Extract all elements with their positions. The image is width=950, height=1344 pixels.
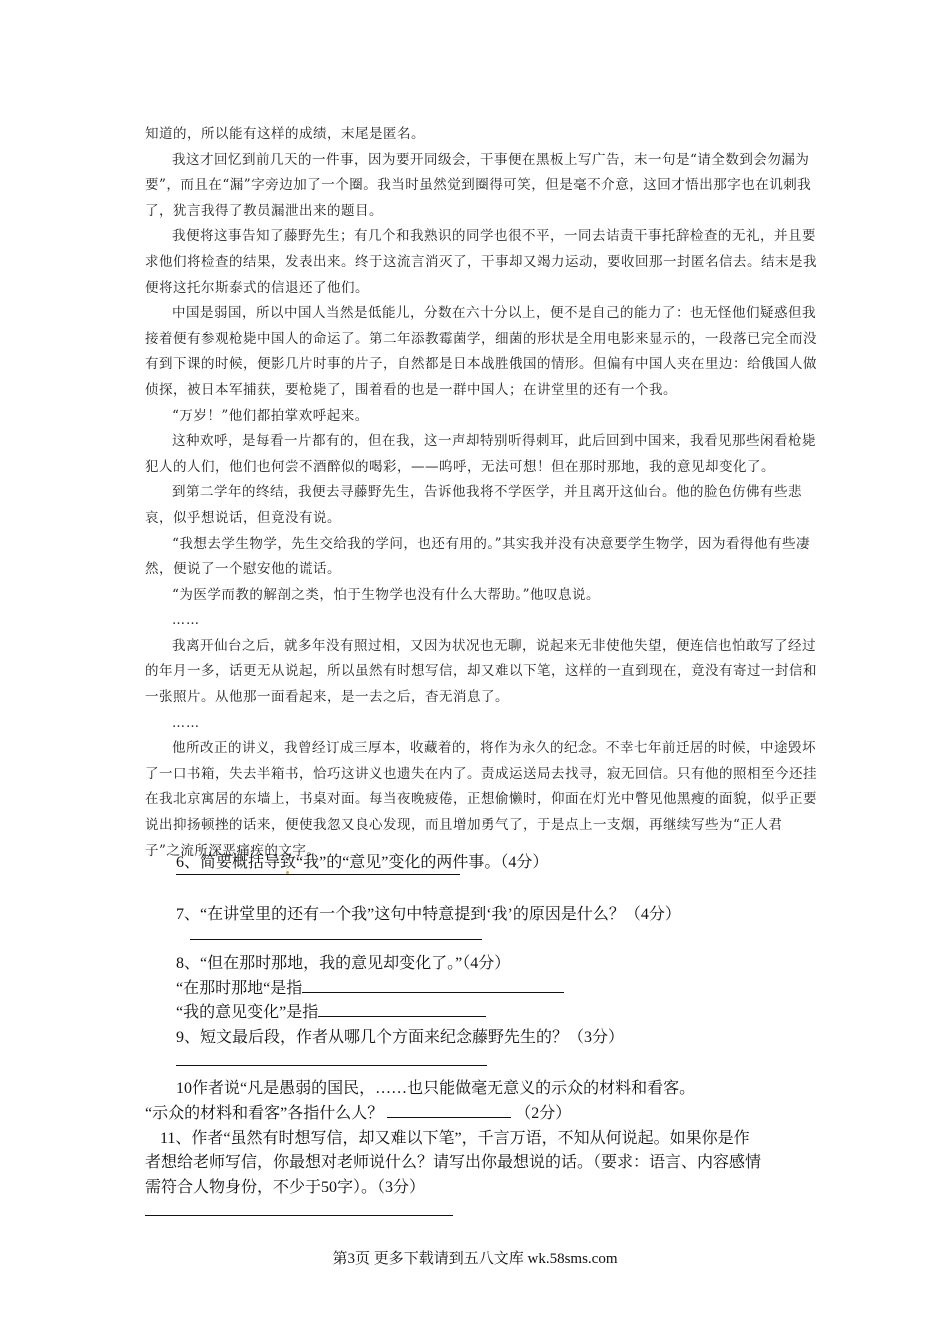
question-8b-text: “我的意见变化”是指 bbox=[176, 1004, 319, 1021]
answer-line-8b[interactable] bbox=[318, 1001, 486, 1017]
passage-paragraph: 中国是弱国，所以中国人当然是低能儿，分数在六十分以上，便不是自己的能力了：也无怪他们疑惑但我接着便有参观枪毙中国人的命运了。第二年添教霉菌学，细菌的形状是全用电影来显示的，一段落已完全而没有到下课的时候，便影几片时事的片子，自然都是日本战胜俄国的情形。但偏有中国人夹在里边：给俄国人做侦探，被日本军捕获，要枪毙了，围着看的也是一群中国人；在讲堂里的还有一个我。 bbox=[145, 305, 817, 398]
page-footer: 第3页 更多下载请到五八文库 wk.58sms.com bbox=[332, 1251, 618, 1267]
passage-paragraph: 这种欢呼，是每看一片都有的，但在我，这一声却特别听得刺耳，此后回到中国来，我看见那些闲看枪毙犯人的人们，他们也何尝不酒醉似的喝彩，——呜呼，无法可想！但在那时那地，我的意见却变化了。 bbox=[145, 433, 816, 475]
passage-paragraph: 我便将这事告知了藤野先生；有几个和我熟识的同学也很不平，一同去诘责干事托辞检查的无礼，并且要求他们将检查的结果，发表出来。终于这流言消灭了，干事却又竭力运动，要收回那一封匿名信去。结末是我便将这托尔斯泰式的信退还了他们。 bbox=[145, 228, 817, 296]
passage-paragraph: 知道的，所以能有这样的成绩，末尾是匿名。 bbox=[145, 126, 425, 142]
ellipsis: …… bbox=[172, 715, 200, 731]
answer-line-7[interactable] bbox=[190, 939, 482, 940]
question-11-line-3: 需符合人物身份，不少于50字）。（3分） bbox=[145, 1179, 426, 1196]
question-8a-text: “在那时那地“是指 bbox=[176, 980, 303, 997]
answer-line-11[interactable] bbox=[145, 1215, 453, 1216]
answer-line-9[interactable] bbox=[176, 1065, 487, 1066]
question-7: 7、“在讲堂里的还有一个我”这句中特意提到‘我’的原因是什么？（4分） bbox=[176, 906, 681, 923]
question-6: 6、简要概括导致“我”的“意见”变化的两件事。（4分） bbox=[176, 854, 549, 871]
cursor-mark bbox=[286, 871, 289, 874]
passage-paragraph: 他所改正的讲义，我曾经订成三厚本，收藏着的，将作为永久的纪念。不幸七年前迁居的时候，中途毁坏了一口书箱，失去半箱书，恰巧这讲义也遗失在内了。责成运送局去找寻，寂无回信。只有他的照相至今还挂在我北京寓居的东墙上，书桌对面。每当夜晚疲倦，正想偷懒时，仰面在灯光中瞥见他黑瘦的面貌，似乎正要说出抑扬顿挫的话来，便使我忽又良心发现，而且增加勇气了，于是点上一支烟，再继续写些为“正人君子”之流所深恶痛疾的文字。 bbox=[145, 740, 817, 859]
reading-passage bbox=[145, 122, 817, 864]
question-8-part-a bbox=[176, 975, 564, 998]
answer-line-6[interactable] bbox=[176, 874, 460, 875]
answer-line-10[interactable] bbox=[387, 1102, 511, 1118]
question-9: 9、短文最后段，作者从哪几个方面来纪念藤野先生的？（3分） bbox=[176, 1029, 625, 1046]
question-10-line-1: 10作者说“凡是愚弱的国民，……也只能做毫无意义的示众的材料和看客。 bbox=[176, 1080, 696, 1097]
question-10-score: （2分） bbox=[515, 1105, 572, 1122]
passage-paragraph: “我想去学生物学，先生交给我的学问，也还有用的。”其实我并没有决意要学生物学，因为看得他有些凄然，便说了一个慰安他的谎话。 bbox=[145, 535, 811, 578]
question-8-part-b bbox=[176, 999, 486, 1022]
ellipsis: …… bbox=[172, 613, 200, 629]
question-10-prompt: “示众的材料和看客”各指什么人？ bbox=[145, 1105, 384, 1122]
passage-paragraph: 我这才回忆到前几天的一件事，因为要开同级会，干事便在黑板上写广告，末一句是“请全数到会勿漏为要”，而且在“漏”字旁边加了一个圈。我当时虽然觉到圈得可笑，但是毫不介意，这回才悟出那字也在讥刺我了，犹言我得了教员漏泄出来的题目。 bbox=[145, 151, 812, 219]
passage-paragraph: “为医学而教的解剖之类，怕于生物学也没有什么大帮助。”他叹息说。 bbox=[172, 586, 601, 603]
passage-paragraph: 到第二学年的终结，我便去寻藤野先生，告诉他我将不学医学，并且离开这仙台。他的脸色仿佛有些悲哀，似乎想说话，但竟没有说。 bbox=[145, 484, 802, 526]
question-11-line-2: 者想给老师写信，你最想对老师说什么？请写出你最想说的话。（要求：语言、内容感情 bbox=[145, 1154, 762, 1171]
passage-paragraph: 我离开仙台之后，就多年没有照过相，又因为状况也无聊，说起来无非使他失望，便连信也怕敢写了经过的年月一多，话更无从说起，所以虽然有时想写信，却又难以下笔，这样的一直到现在，竟没有寄过一封信和一张照片。从他那一面看起来，是一去之后，杳无消息了。 bbox=[145, 637, 817, 706]
passage-paragraph: “万岁！”他们都拍掌欢呼起来。 bbox=[172, 407, 369, 424]
question-11-line-1: 11、作者“虽然有时想写信，却又难以下笔”，千言万语，不知从何说起。如果你是作 bbox=[160, 1130, 750, 1147]
question-8: 8、“但在那时那地，我的意见却变化了。”（4分） bbox=[176, 955, 511, 972]
question-10-line-2 bbox=[145, 1100, 571, 1123]
answer-line-8a[interactable] bbox=[302, 977, 564, 993]
